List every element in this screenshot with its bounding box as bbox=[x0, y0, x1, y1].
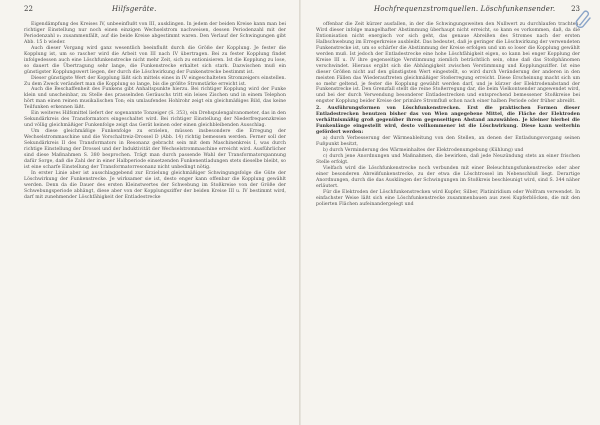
section-heading-paragraph: 2. Ausführungsformen von Löschfunkenstrecken. Erst die praktischen Formen dieser Entladestrecken benutzen bisher das von Wien angegebene Mittel, die Fläche der Elektroden verhältnismäßig groß gegenüber ihrem gegenseitigen Abstand anzuwählen. Je kleiner hierbei die Funkenlänge eingestellt wird, desto vollkommener ist die Löschwirkung. Diese kann weiterhin gefördert werden: bbox=[316, 106, 580, 136]
left-page-number: 22 bbox=[24, 5, 33, 13]
left-page-header bbox=[24, 5, 286, 17]
paperclip-icon[interactable] bbox=[574, 10, 594, 30]
right-page-header bbox=[316, 5, 580, 17]
paragraph: Dieser günstigste Wert der Kopplung läßt sich mittels eines in IV eingeschalteten Stromzeigers einstellen. Zu dem Zweck verändert man die Kopplung so lange, bis die größte Stromstärke erreicht ist. bbox=[24, 75, 286, 87]
right-page bbox=[300, 0, 600, 425]
paragraph: Auch die Beschaffenheit des Funkens gibt Anhaltspunkte hierzu. Bei richtiger Kopplung wird der Funke klein und unscheinbar, zu Stelle des prasselnden Geräuschs tritt ein leises Zischen und in einem Telephon hört man einen reinen musikalischen Ton; ein umlaufendes Hohlrohr zeigt ein gleichmäßiges Bild, das keine Teilfunken erkennen läßt. bbox=[24, 87, 286, 111]
paragraph: Auch dieser Vorgang wird ganz wesentlich beeinflußt durch die Größe der Kopplung. Je fester die Kopplung ist, um so rascher wird die Arbeit von III nach IV übertragen. Bei zu fester Kopplung findet infolgedessen auch eine Löschfunkenstrecke nicht mehr Zeit, sich zu entionisieren. Ist die Kopplung zu lose, so dauert die Übertragung sehr lange, die Funkenstrecke erkaltet sich stark. Dazwischen muß ein günstigster Kopplungswert liegen, der durch die Löschwirkung der Funkenstrecke bestimmt ist. bbox=[24, 45, 286, 75]
paragraph: Vielfach wird die Löschfunkenstrecke noch verbunden mit einer Beleuchtungsfunkenstrecke oder aber einer besonderen Abreißfunkenstrecke, zu der etwa die Löschtrossel im Nebenschluß liegt. Derartige Anordnungen, durch die das Ausklingen der Schwingungen im Stoßkreis beschleunigt wird, sind S. 344 näher erläutert. bbox=[316, 165, 580, 189]
right-page-number: 23 bbox=[571, 5, 580, 13]
paragraph: Für die Elektroden der Löschfunkenstrecken wird Kupfer, Silber, Platiniridium oder Wolfram verwendet. In einfachster Weise läßt sich eine Löschfunkenstrecke zusammenbauen aus zwei Kupferblöcken, die mit den polierten Flächen aufeinandergelegt und bbox=[316, 189, 580, 207]
paragraph: Eigendämpfung des Kreises IV, unbeeinflußt von III, ausklingen. In jedem der beiden Kreise kann man bei richtiger Einstellung nur noch einen einzigen Wechselstrom nachweisen, dessen Periodenzahl mit der Periodenzahl ν₁ zusammenfällt, auf die beide Kreise abgestimmt waren. Den Verlauf der Schwingungen gibt Abb. 15 b wieder. bbox=[24, 22, 286, 45]
list-item: b) durch Verminderung des Wärmeinhaltes der Elektrodenumgebung (Kühlung) und bbox=[323, 148, 524, 154]
list-item: c) durch jene Anordnungen und Maßnahmen, die bewirken, daß jede Neuzündung stets an einer frischen Stelle erfolgt. bbox=[316, 153, 580, 165]
list-item: a) durch Verbesserung der Wärmeableitung von den Stellen, an denen der Entladungsvorgang seinen Fußpunkt besitzt, bbox=[316, 136, 580, 148]
paragraph: Um diese gleichmäßige Funkenfolge zu erzielen, müssen insbesondere die Erregung der Wechselstrommaschine und die Vorschaltreiz-Drossel D (Abb. 14) richtig bemessen werden. Ferner soll der Sekundärkreis II des Transformators in Resonanz gebracht sein mit dem Maschinenkreis I, was durch richtige Einstellung der Drossel und der Induktivität der Wechselstrommaschine erreicht wird. Ausführlicher sind diese Maßnahmen S. 380 besprochen. Trägt man durch passende Wahl der Transformatorspannung dafür Sorge, daß die Zahl der in einer Halbperiode einsetzenden Funkenentladungen stets dieselbe bleibt, so ist eine scharfe Einstellung der Transformatorresonanz nicht unbedingt nötig. bbox=[24, 129, 286, 170]
right-running-head: Hochfrequenzstromquellen. Löschfunkensender. bbox=[374, 5, 556, 13]
right-page-body bbox=[316, 22, 580, 208]
left-running-head: Hilfsgeräte. bbox=[112, 5, 157, 13]
paragraph: In erster Linie aber ist ausschlaggebend zur Erzielung gleichmäßiger Schwingungsfolge die Güte der Löschwirkung der Funkenstrecke. Je wirksamer sie ist, desto enger kann offenbar die Kopplung gewählt werden. Denn da die Dauer des ersten Kleinstwertes der Schwebung im Stoßkreise von der Größe der Schwebungsperiode abhängt, diese aber von der Kopplungsziffer der beiden Kreise III u. IV bestimmt wird, darf mit zunehmender Löschfähigkeit der Entladestrecke bbox=[24, 170, 286, 200]
left-page-body bbox=[24, 22, 286, 201]
paragraph: offenbar die Zeit kürzer ausfallen, in der die Schwingungsweiten den Nullwert zu durchlaufen trachten. Wird dieser infolge mangelhafter Abstimmung überhaupt nicht erreicht, so kann es vorkommen, daß, da die Entionisation nicht energisch vor sich geht, das genaue Abreißen des Stromes nach der ersten Halbschwebung im Erregerkreise ausbleibt. Das bedeutet, daß je geringer die Löschwirkung der verwendeten Funkenstrecke ist, um so schärfer die Abstimmung der Kreise erfolgen und um so loser die Kopplung gewählt werden muß. Ist jedoch der Entladestrecke eine hohe Löschfähigkeit eigen, so kann bei enger Kopplung der Kreise III u. IV ihre gegenseitige Verstimmung ziemlich beträchtlich sein, ohne daß das Stoßphänomen verschwindet. Hieraus ergibt sich die Abhängigkeit zwischen Verstimmung und Kopplungsziffer. Ist eine dieser Größen nicht auf den günstigsten Wert eingestellt, so wird durch Veränderung der anderen in den meisten Fällen das Wiederauftreten gleichmäßiger Stoßerregung erreicht. Diese Erscheinung macht sich um so mehr geltend, je fester die Kopplung gewählt werden darf, und je kürzer der Elektrodenabstand der Funkenstrecke ist. Den Grenzfall stellt die reine Stoßerregung dar, die beim Vielkontsender angewendet wird, und bei der durch Verwendung besonderer Entladestrecken und entsprechend bemessener Stoßkreise bei engster Kopplung beider Kreise der primäre Stromfluß schon nach einer halben Periode oder früher abreißt. bbox=[316, 22, 580, 105]
paragraph: Ein weiteres Hilfsmittel liefert der sogenannte Tonzeiger (S. 353), ein Drehspulengalvanometer, das in den Sekundärkreis des Transformators eingeschaltet wird. Bei richtiger Einstellung der Niederfrequenzkreise und völlig gleichmäßiger Funkenfolge zeigt das Gerät keinen oder einen gleichbleibenden Ausschlag. bbox=[24, 111, 286, 129]
